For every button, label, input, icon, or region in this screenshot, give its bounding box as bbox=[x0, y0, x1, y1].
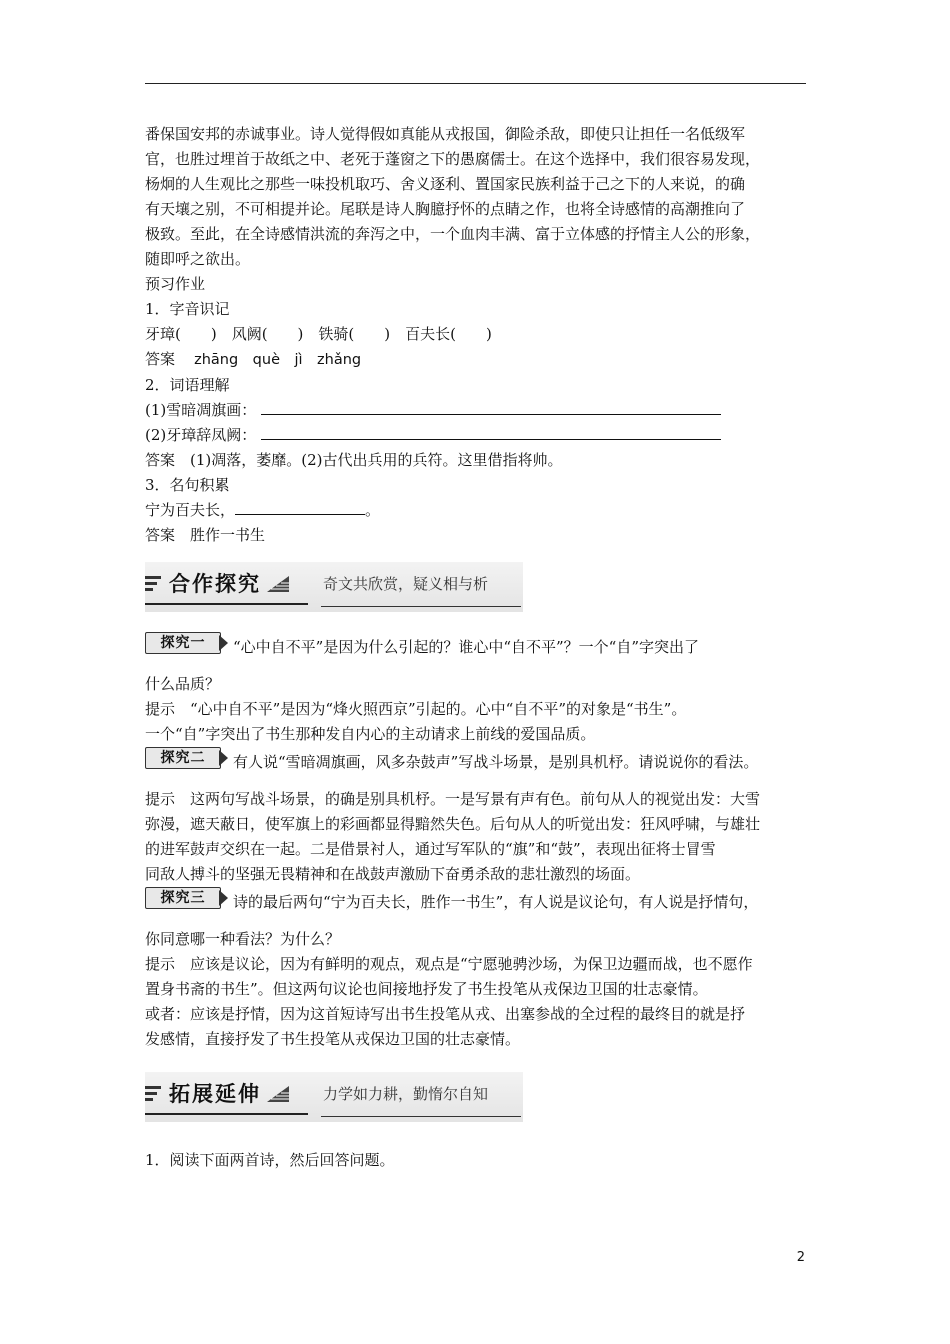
explore-question bbox=[145, 747, 817, 775]
q2-item-label: (2)牙璋辞凤阙： bbox=[145, 426, 257, 444]
hint-line: 提示 “心中自不平”是因为“烽火照西京”引起的。心中“自不平”的对象是“书生”。 bbox=[145, 700, 687, 718]
explore-question bbox=[145, 887, 817, 915]
text-line: 官，也胜过埋首于故纸之中、老死于蓬窗之下的愚腐儒士。在这个选择中，我们很容易发现， bbox=[145, 150, 761, 168]
q3-title: 3．名句积累 bbox=[145, 476, 230, 494]
q1-items: 牙璋( ) 风阙( ) 铁骑( ) 百夫长( ) bbox=[145, 325, 492, 343]
q2-item bbox=[145, 398, 817, 423]
text-line: 随即呼之欲出。 bbox=[145, 250, 251, 268]
preview-section bbox=[145, 272, 817, 548]
text-line: 有天壤之别，不可相提并论。尾联是诗人胸臆抒怀的点睛之作，也将全诗感情的高潮推向了 bbox=[145, 200, 746, 218]
section-subtitle: 力学如力耕，勤惰尔自知 bbox=[323, 1085, 489, 1103]
question-text: 有人说“雪暗凋旗画，风多杂鼓声”写战斗场景，是别具机杼。请说说你的看法。 bbox=[233, 753, 759, 771]
stripes-icon bbox=[145, 574, 161, 594]
answer-blank bbox=[261, 424, 721, 440]
banner-underline bbox=[145, 603, 308, 605]
section-subtitle: 奇文共欣赏，疑义相与析 bbox=[323, 575, 489, 593]
wedge-icon bbox=[267, 576, 289, 592]
explore-tag bbox=[145, 887, 231, 911]
question-continuation: 你同意哪一种看法？为什么？ bbox=[145, 930, 341, 948]
hint-line: 同敌人搏斗的坚强无畏精神和在战鼓声激励下奋勇杀敌的悲壮激烈的场面。 bbox=[145, 865, 641, 883]
question-text: 诗的最后两句“宁为百夫长，胜作一书生”，有人说是议论句，有人说是抒情句， bbox=[233, 893, 759, 911]
section-banner-extension bbox=[145, 1072, 525, 1124]
stripes-icon bbox=[145, 1084, 161, 1104]
tag-arrow-icon bbox=[219, 750, 228, 766]
answer-blank bbox=[261, 399, 721, 415]
q2-item-label: (1)雪暗凋旗画： bbox=[145, 401, 257, 419]
pinyin-answer: zhāng què jì zhǎng bbox=[194, 352, 362, 368]
page-number: 2 bbox=[796, 1250, 805, 1265]
text-line: 极致。至此，在全诗感情洪流的奔泻之中，一个血肉丰满、富于立体感的抒情主人公的形象， bbox=[145, 225, 761, 243]
tag-label: 探究三 bbox=[145, 887, 221, 909]
question-text: “心中自不平”是因为什么引起的？谁心中“自不平”？一个“自”字突出了 bbox=[233, 638, 700, 656]
banner-underline bbox=[145, 1113, 308, 1115]
q1-answer bbox=[145, 347, 817, 373]
hint-line: 置身书斋的书生”。但这两句议论也间接地抒发了书生投笔从戎保边卫国的壮志豪情。 bbox=[145, 980, 708, 998]
subtitle-underline bbox=[321, 606, 521, 607]
q2-item bbox=[145, 423, 817, 448]
banner-title-block bbox=[145, 568, 289, 600]
explore-item bbox=[145, 887, 817, 1052]
explore-question bbox=[145, 632, 817, 660]
text-line: 番保国安邦的赤诚事业。诗人觉得假如真能从戎报国，御险杀敌，即使只让担任一名低级军 bbox=[145, 125, 746, 143]
q1-title: 1．字音识记 bbox=[145, 300, 230, 318]
answer-blank bbox=[235, 499, 365, 515]
q3-item-suffix: 。 bbox=[365, 501, 381, 519]
q3-item-prefix: 宁为百夫长， bbox=[145, 501, 236, 519]
hint-line: 弥漫，遮天蔽日，使军旗上的彩画都显得黯然失色。后句从人的听觉出发：狂风呼啸，与雄壮 bbox=[145, 815, 761, 833]
intro-paragraph bbox=[145, 122, 817, 272]
hint-line: 提示 这两句写战斗场景，的确是别具机杼。一是写景有声有色。前句从人的视觉出发：大雪 bbox=[145, 790, 761, 808]
q2-answer: 答案 (1)凋落，萎靡。(2)古代出兵用的兵符。这里借指将帅。 bbox=[145, 451, 563, 469]
q3-item bbox=[145, 498, 817, 523]
tag-arrow-icon bbox=[219, 890, 228, 906]
q2-title: 2．词语理解 bbox=[145, 376, 230, 394]
question-continuation: 什么品质？ bbox=[145, 675, 221, 693]
tag-label: 探究二 bbox=[145, 747, 221, 769]
tag-arrow-icon bbox=[219, 635, 228, 651]
text-line: 杨炯的人生观比之那些一味投机取巧、舍义逐利、置国家民族利益于己之下的人来说，的确 bbox=[145, 175, 746, 193]
section-banner-cooperation bbox=[145, 562, 525, 614]
hint-line: 提示 应该是议论，因为有鲜明的观点，观点是“宁愿驰骋沙场，为保卫边疆而战，也不愿作 bbox=[145, 955, 753, 973]
section-title: 拓展延伸 bbox=[169, 1081, 261, 1106]
hint-line: 的进军鼓声交织在一起。二是借景衬人，通过写军队的“旗”和“鼓”，表现出征将士冒雪 bbox=[145, 840, 716, 858]
wedge-icon bbox=[267, 1086, 289, 1102]
hint-line: 一个“自”字突出了书生那种发自内心的主动请求上前线的爱国品质。 bbox=[145, 725, 596, 743]
preview-title: 预习作业 bbox=[145, 275, 206, 293]
header-rule bbox=[145, 83, 806, 84]
banner-title-block bbox=[145, 1078, 289, 1110]
tag-label: 探究一 bbox=[145, 632, 221, 654]
subtitle-underline bbox=[321, 1116, 521, 1117]
explore-tag bbox=[145, 632, 231, 656]
q3-answer: 答案 胜作一书生 bbox=[145, 526, 266, 544]
hint-line: 发感情，直接抒发了书生投笔从戎保边卫国的壮志豪情。 bbox=[145, 1030, 521, 1048]
page-content bbox=[145, 122, 817, 1173]
explore-tag bbox=[145, 747, 231, 771]
section-title: 合作探究 bbox=[169, 571, 261, 596]
hint-line: 或者：应该是抒情，因为这首短诗写出书生投笔从戎、出塞参战的全过程的最终目的就是抒 bbox=[145, 1005, 746, 1023]
explore-item bbox=[145, 632, 817, 747]
final-question: 1．阅读下面两首诗，然后回答问题。 bbox=[145, 1151, 395, 1169]
answer-label: 答案 bbox=[145, 350, 176, 368]
explore-item bbox=[145, 747, 817, 887]
